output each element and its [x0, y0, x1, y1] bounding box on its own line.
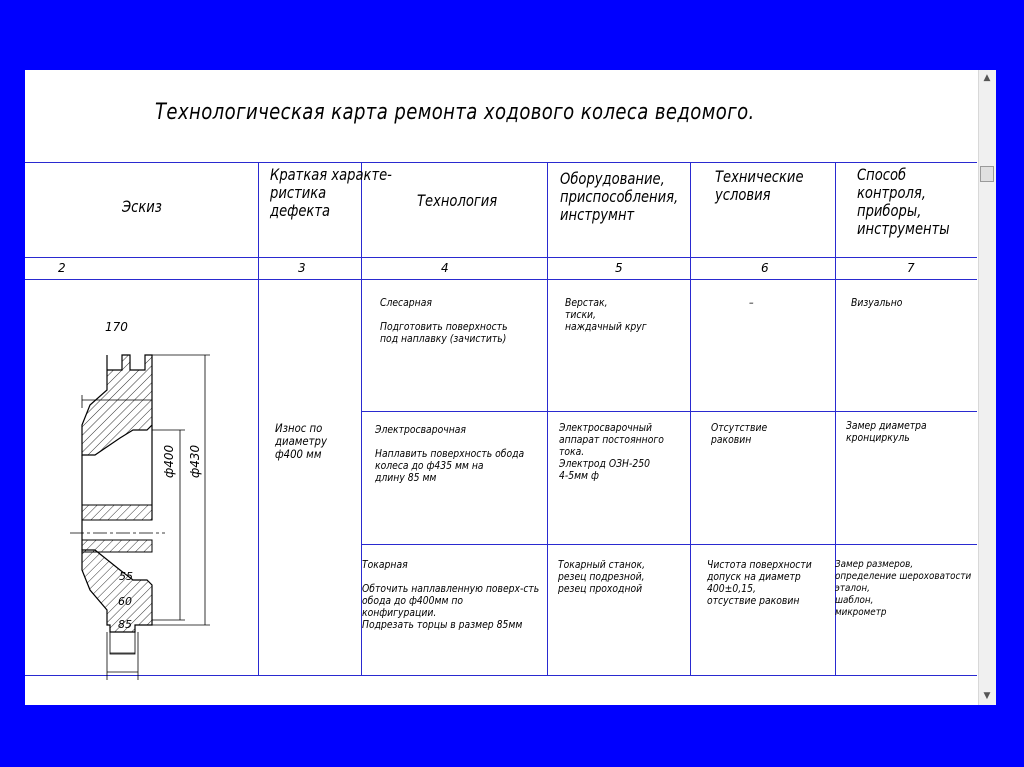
col-number: 6: [761, 261, 769, 275]
scroll-up-icon[interactable]: ▲: [983, 73, 991, 83]
dim-60: 60: [118, 595, 132, 608]
row2-equipment: Электросварочный аппарат постоянного тока. Электрод ОЗН-250 4-5мм ф: [559, 422, 664, 482]
header-equipment: Оборудование, приспособления, инструмнт: [560, 169, 679, 224]
col-number: 5: [615, 261, 623, 275]
row2-bottom-line: [362, 544, 977, 545]
dim-d400: ф400: [162, 444, 176, 478]
dim-d430: ф430: [188, 444, 202, 478]
col-number: 3: [298, 261, 306, 275]
scroll-thumb[interactable]: [980, 166, 994, 182]
col-number: 7: [907, 261, 915, 275]
row1-bottom-line: [362, 411, 977, 412]
hub-upper: [82, 505, 152, 520]
col-number: 2: [58, 261, 66, 275]
header-technology: Технология: [417, 191, 498, 210]
dim-top: 170: [105, 320, 128, 334]
row1-conditions: –: [749, 297, 754, 309]
wheel-section-lower: [82, 520, 152, 632]
row3-technology: Токарная Обточить наплавленную поверх-сть обода до ф400мм по конфигурации. Подрезать торцы в размер 85мм: [362, 559, 540, 631]
row2-control: Замер диаметра кронциркуль: [846, 420, 927, 444]
dim-55: 55: [119, 570, 133, 583]
col-divider-4: [690, 162, 691, 675]
row1-equipment: Верстак, тиски, наждачный круг: [565, 297, 647, 333]
wheel-sketch: [25, 280, 265, 680]
row1-technology: Слесарная Подготовить поверхность под наплавку (зачистить): [380, 297, 508, 345]
defect-description: Износ по диаметру ф400 мм: [275, 421, 327, 461]
wheel-section-upper: [82, 355, 152, 520]
row1-control: Визуально: [851, 297, 903, 309]
vertical-scrollbar[interactable]: [978, 70, 996, 705]
row2-technology: Электросварочная Наплавить поверхность обода колеса до ф435 мм на длину 85 мм: [375, 424, 525, 484]
row2-conditions: Отсутствие раковин: [711, 422, 768, 446]
col-number: 4: [441, 261, 449, 275]
header-defect: Краткая характе- ристика дефекта: [270, 165, 392, 220]
header-conditions: Технические условия: [715, 167, 804, 204]
header-control: Способ контроля, приборы, инструменты: [857, 165, 950, 238]
dim-85: 85: [118, 618, 132, 631]
row3-conditions: Чистота поверхности допуск на диаметр 400±0,15, отсуствие раковин: [707, 559, 812, 607]
document-title: Технологическая карта ремонта ходового колеса ведомого.: [155, 100, 755, 125]
row3-control: Замер размеров, определение шероховатости эталон, шаблон, микрометр: [835, 559, 972, 618]
row3-equipment: Токарный станок, резец подрезной, резец проходной: [558, 559, 646, 595]
hub-lower: [82, 540, 152, 552]
document-sheet: [25, 70, 995, 705]
header-sketch: Эскиз: [122, 197, 162, 216]
scroll-down-icon[interactable]: ▼: [983, 691, 991, 701]
col-divider-3: [547, 162, 548, 675]
